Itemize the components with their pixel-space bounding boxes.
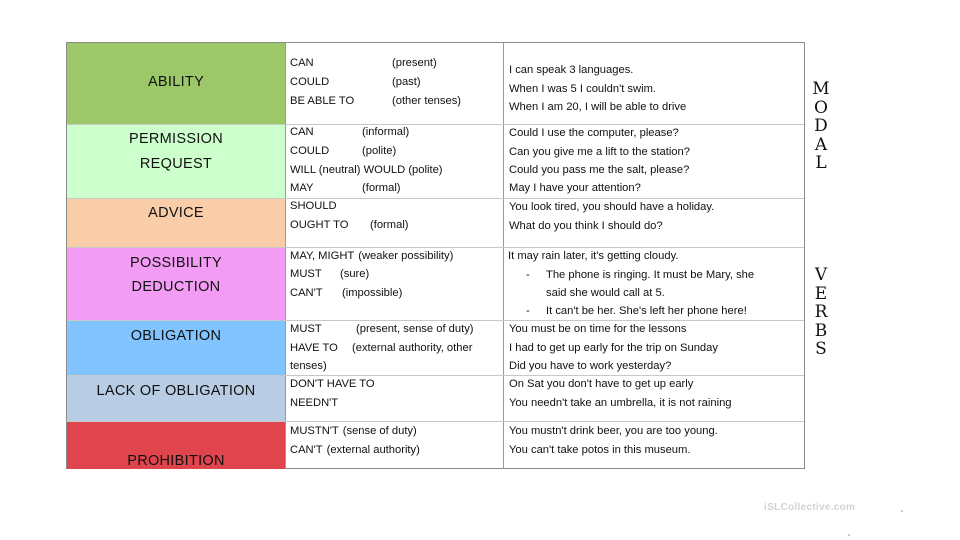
category-label: OBLIGATION bbox=[130, 328, 222, 344]
verb-line bbox=[290, 95, 462, 107]
bullet-dash: - bbox=[526, 269, 530, 281]
example-line: It may rain later, it's getting cloudy. bbox=[508, 250, 679, 262]
table-row bbox=[67, 421, 804, 469]
verbs-cell bbox=[285, 422, 503, 469]
decorative-dot bbox=[848, 534, 850, 536]
table-row bbox=[67, 375, 804, 421]
verb-note: (other tenses) bbox=[392, 95, 462, 107]
example-line: You needn't take an umbrella, it is not raining bbox=[509, 397, 732, 409]
category-label: REQUEST bbox=[139, 156, 213, 172]
example-line: said she would call at 5. bbox=[546, 287, 665, 299]
example-line: The phone is ringing. It must be Mary, she bbox=[546, 269, 755, 281]
table-row bbox=[67, 43, 804, 124]
verb-note: (past) bbox=[392, 76, 421, 88]
verb-word: CAN'T bbox=[290, 287, 323, 299]
table-row bbox=[67, 124, 804, 198]
example-line: On Sat you don't have to get up early bbox=[509, 378, 694, 390]
verb-note: (external authority) bbox=[326, 444, 420, 456]
category-cell bbox=[67, 422, 285, 469]
verb-word: DON'T HAVE TO bbox=[290, 378, 375, 390]
verb-line bbox=[290, 444, 420, 456]
category-label: PROHIBITION bbox=[127, 453, 225, 469]
side-letter: S bbox=[815, 339, 827, 360]
category-label: DEDUCTION bbox=[131, 279, 221, 295]
example-line: You must be on time for the lessons bbox=[509, 323, 687, 335]
examples-cell bbox=[503, 248, 804, 320]
verb-word: MUSTN'T bbox=[290, 425, 339, 437]
side-title-verbs bbox=[811, 266, 831, 359]
verb-note: (impossible) bbox=[342, 287, 403, 299]
side-title-modal bbox=[811, 80, 831, 173]
side-letter: O bbox=[814, 97, 828, 118]
verb-line bbox=[290, 425, 417, 437]
verb-word: OUGHT TO bbox=[290, 219, 349, 231]
verb-note: (present) bbox=[392, 57, 437, 69]
example-line: May I have your attention? bbox=[509, 182, 641, 194]
decorative-dot bbox=[901, 510, 903, 512]
example-line: You mustn't drink beer, you are too young. bbox=[509, 425, 718, 437]
verb-note: (weaker possibility) bbox=[358, 250, 454, 262]
example-line: Could you pass me the salt, please? bbox=[509, 164, 690, 176]
watermark: iSLCollective.com bbox=[764, 502, 856, 513]
side-letter: B bbox=[814, 320, 828, 341]
table-row bbox=[67, 247, 804, 320]
category-label: LACK OF OBLIGATION bbox=[96, 383, 256, 399]
verb-line bbox=[290, 397, 338, 409]
verb-line bbox=[290, 250, 453, 262]
examples-cell bbox=[503, 422, 804, 469]
verb-note: (formal) bbox=[362, 182, 401, 194]
verb-line bbox=[290, 268, 370, 280]
side-letter: L bbox=[815, 153, 827, 174]
verbs-cell bbox=[285, 248, 503, 320]
example-line: When I was 5 I couldn't swim. bbox=[509, 83, 657, 95]
example-line: I can speak 3 languages. bbox=[509, 64, 634, 76]
verb-word: MAY bbox=[290, 182, 314, 194]
category-cell bbox=[67, 199, 285, 247]
verbs-cell bbox=[285, 199, 503, 247]
example-line: It can't be her. She's left her phone here! bbox=[546, 305, 747, 317]
example-line: Could I use the computer, please? bbox=[509, 127, 679, 139]
examples-cell bbox=[503, 125, 804, 198]
side-letter: A bbox=[814, 134, 828, 155]
verb-line bbox=[290, 164, 443, 176]
verbs-cell bbox=[285, 321, 503, 375]
modal-verbs-table bbox=[66, 42, 805, 469]
verb-line bbox=[290, 145, 397, 157]
category-cell bbox=[67, 376, 285, 421]
category-cell bbox=[67, 43, 285, 124]
category-cell bbox=[67, 321, 285, 375]
verb-word: HAVE TO bbox=[290, 342, 338, 354]
verb-line bbox=[290, 342, 473, 354]
verb-word: WILL (neutral) WOULD (polite) bbox=[290, 164, 443, 176]
verb-word: NEEDN'T bbox=[290, 397, 339, 409]
verb-word: MAY, MIGHT bbox=[290, 250, 355, 262]
verb-line bbox=[290, 126, 410, 138]
side-letter: V bbox=[814, 265, 828, 285]
verb-note: (present, sense of duty) bbox=[356, 323, 474, 335]
verb-note: (external authority, other bbox=[352, 342, 473, 354]
verb-line bbox=[290, 219, 409, 231]
examples-cell bbox=[503, 376, 804, 421]
verb-word: CAN bbox=[290, 126, 314, 138]
verb-note: (polite) bbox=[362, 145, 397, 157]
verb-word: SHOULD bbox=[290, 200, 337, 212]
bullet-dash: - bbox=[526, 305, 530, 317]
example-line: You can't take potos in this museum. bbox=[509, 444, 691, 456]
verb-line bbox=[290, 200, 337, 212]
verbs-cell bbox=[285, 376, 503, 421]
category-label: POSSIBILITY bbox=[130, 255, 222, 271]
verb-word: MUST bbox=[290, 323, 322, 335]
examples-cell bbox=[503, 199, 804, 247]
verb-word: tenses) bbox=[290, 360, 327, 372]
category-label: ADVICE bbox=[148, 205, 204, 221]
example-line: I had to get up early for the trip on Sunday bbox=[509, 342, 718, 354]
verbs-cell bbox=[285, 43, 503, 124]
verbs-cell bbox=[285, 125, 503, 198]
examples-cell bbox=[503, 321, 804, 375]
example-line: You look tired, you should have a holiday. bbox=[509, 201, 715, 213]
category-label: ABILITY bbox=[147, 74, 205, 90]
verb-word: CAN bbox=[290, 57, 314, 69]
verb-line bbox=[290, 323, 474, 335]
category-cell bbox=[67, 125, 285, 198]
verb-note: (sense of duty) bbox=[342, 425, 417, 437]
verb-line bbox=[290, 378, 375, 390]
example-line: When I am 20, I will be able to drive bbox=[509, 101, 687, 113]
example-line: Can you give me a lift to the station? bbox=[509, 146, 690, 158]
example-line: What do you think I should do? bbox=[509, 220, 663, 232]
category-cell bbox=[67, 248, 285, 320]
side-letter: D bbox=[814, 116, 828, 137]
verb-word: CAN'T bbox=[290, 444, 323, 456]
verb-note: (sure) bbox=[340, 268, 370, 280]
verb-word: MUST bbox=[290, 268, 322, 280]
verb-note: (informal) bbox=[362, 126, 410, 138]
table-row bbox=[67, 198, 804, 247]
side-letter: M bbox=[812, 79, 830, 99]
verb-line bbox=[290, 182, 401, 194]
example-line: Did you have to work yesterday? bbox=[509, 360, 672, 372]
verb-line bbox=[290, 360, 327, 372]
table-row bbox=[67, 320, 804, 375]
verb-word: COULD bbox=[290, 76, 330, 88]
examples-cell bbox=[503, 43, 804, 124]
verb-word: BE ABLE TO bbox=[290, 95, 355, 107]
verb-line bbox=[290, 76, 421, 88]
verb-note: (formal) bbox=[370, 219, 409, 231]
category-label: PERMISSION bbox=[128, 131, 224, 147]
verb-line bbox=[290, 57, 437, 69]
verb-line bbox=[290, 287, 403, 299]
side-letter: E bbox=[814, 283, 828, 304]
verb-word: COULD bbox=[290, 145, 330, 157]
side-letter: R bbox=[814, 302, 828, 323]
